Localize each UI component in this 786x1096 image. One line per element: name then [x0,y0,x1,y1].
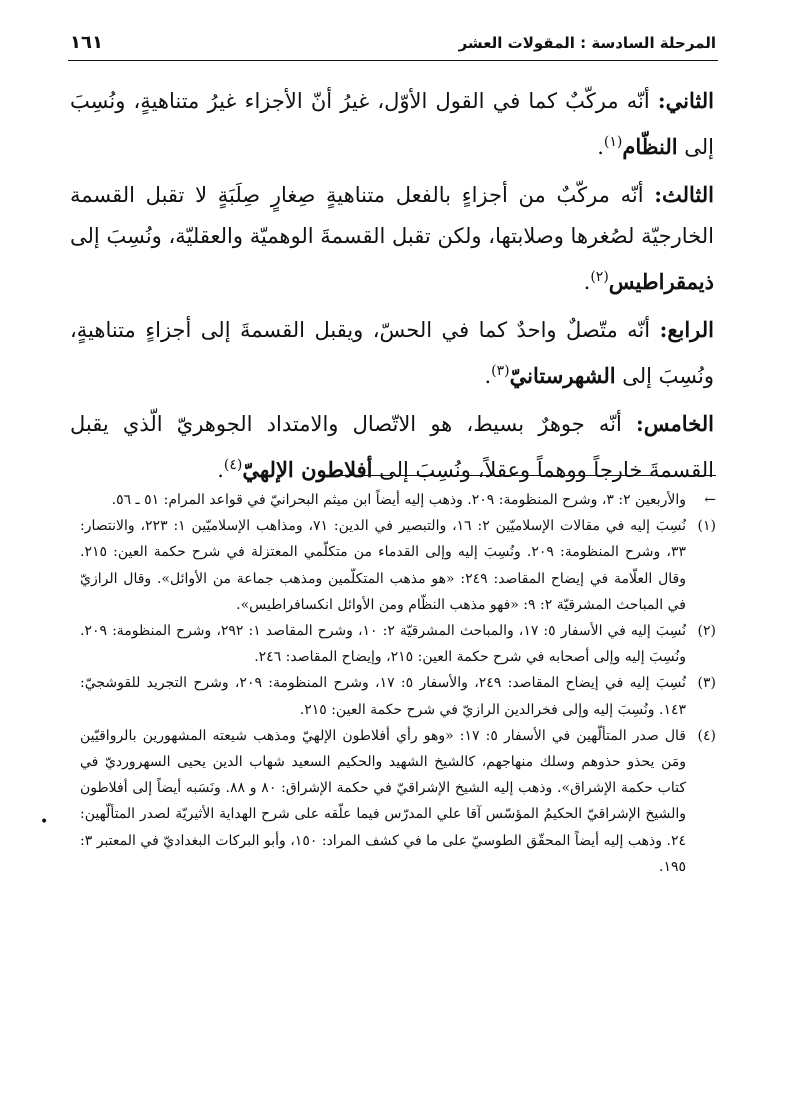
footnote-number: (٤) [697,727,716,744]
paragraph-text: أنّه مركّبٌ كما في القول الأوّل، غيرُ أنّ الأجزاء غيرُ متناهيةٍ، ونُسِبَ إلى [70,89,714,159]
paragraph-text: أنّه مركّبٌ من أجزاءٍ بالفعل متناهيةٍ صِغارٍ صِلَبَةٍ لا تقبل القسمة الخارجيّة لصُغرها وصلابتها، ولكن تقبل القسمةَ الوهميّة والعقليّة، ونُسِبَ إلى [70,183,714,248]
footnote-4 [80,723,716,880]
footnote-text: نُسِبَ إليه في مقالات الإسلاميّين ٢: ١٦، والتبصير في الدين: ٧١، ومذاهب الإسلاميّين ١: ٢٢٣، والانتصار: ٣٣، وشرح المنظومة: ٢٠٩. ونُسِبَ إليه وإلى القدماء من متكلّمي المعتزلة في شرح حكمة العين: ٢١٥. وقال العلّامة في إيضاح المقاصد: ٢٤٩: «هو مذهب المتكلّمين ومذهب جماعة من الأوائل». وقال الرازيّ في المباحث المشرقيّة ٢: ٩: «فهو مذهب النظّام ومن الأوائل انكسافراطيس». [80,518,686,613]
continuation-arrow-icon: ← [704,492,716,508]
paragraph-lead: الرابع: [659,317,714,342]
footnote-ref[interactable]: (٣) [491,363,510,379]
footnote-divider [335,475,716,476]
paragraph-lead: الثالث: [654,182,714,207]
paragraph-fifth [70,403,714,491]
paragraph-text: أنّه جوهرٌ بسيط، هو الاتّصال والامتداد الجوهريّ الّذي يقبل القسمةَ خارجاً ووهماً وعقلاً، ونُسِبَ إلى [70,412,714,482]
footnote-text: قال صدر المتألّهين في الأسفار ٥: ١٧: «وهو رأي أفلاطون الإلهيّ ومذهب شيعته المشهورين بالرواقيّين ومَن يحذو حذوهم وسلك منهاجهم، كالشيخ الشهيد والحكيم السعيد شهاب الدين يحيى السهرورديّ في كتاب حكمة الإشراق». وذهب إليه الشيخ الإشراقيّ في حكمة الإشراق: ٨٠ و ٨٨. ونَسَبه أيضاً إلى أفلاطون والشيخ الإشراقيّ الحكيمُ المؤسّس آقا علي المدرّس فيما علّقه على شرح الهداية الأثيريّة لصدر المتألّهين: ٢٤. وذهب إليه أيضاً المحقّق الطوسيّ على ما في كشف المراد: ١٥٠، وأبو البركات البغداديّ في المعتبر ٣: ١٩٥. [80,727,686,875]
footnotes [80,487,716,880]
footnote-2 [80,618,716,670]
paragraph-second [70,80,714,168]
footnote-number: (١) [697,518,716,535]
footnote-ref[interactable]: (٤) [223,457,243,473]
footnote-continued [80,487,716,513]
attributed-name: أفلاطون الإلهيّ [242,457,373,482]
footnote-text: والأربعين ٢: ٣، وشرح المنظومة: ٢٠٩. وذهب إليه أيضاً ابن ميثم البحرانيّ في قواعد المرام: ٥١ ـ ٥٦. [111,492,686,508]
attributed-name: النظّام [622,134,678,159]
paragraph-third [70,174,714,303]
attributed-name: الشهرستانيّ [509,363,616,388]
paragraph-lead: الثاني: [657,88,714,113]
running-title: المرحلة السادسة : المقولات العشر [458,34,716,52]
paragraph-end: . [484,364,492,388]
footnote-text: نُسِبَ إليه في إيضاح المقاصد: ٢٤٩، والأسفار ٥: ١٧، وشرح المنظومة: ٢٠٩، وشرح التجريد للقوشجيّ: ١٤٣. ونُسِبَ إليه وإلى فخرالدين الرازيّ في شرح حكمة العين: ٢١٥. [80,675,686,718]
attributed-name: ذيمقراطيس [608,269,714,294]
footnote-number: (٣) [697,675,716,692]
paragraph-end: . [583,270,591,294]
page-number: ١٦١ [70,32,103,53]
footnote-ref[interactable]: (٢) [590,269,609,285]
footnote-3 [80,670,716,722]
paragraph-lead: الخامس: [636,411,714,436]
paragraph-text: أنّه متّصلٌ واحدٌ كما في الحسّ، ويقبل القسمةَ إلى أجزاءٍ متناهيةٍ، ونُسِبَ إلى [70,318,714,388]
footnote-1 [80,513,716,618]
paragraph-fourth [70,309,714,397]
paragraph-end: . [597,135,604,159]
paragraph-end: . [217,458,224,482]
main-text [70,80,714,497]
margin-bullet-icon: • [40,814,49,830]
footnote-text: نُسِبَ إليه في الأسفار ٥: ١٧، والمباحث المشرقيّة ٢: ١٠، وشرح المقاصد ١: ٢٩٢، وشرح المنظومة: ٢٠٩. ونُسِبَ إليه وإلى أصحابه في شرح حكمة العين: ٢١٥، وإيضاح المقاصد: ٢٤٦. [80,623,686,666]
footnote-number: (٢) [697,623,716,640]
header-divider [68,60,718,61]
footnote-ref[interactable]: (١) [603,134,623,150]
